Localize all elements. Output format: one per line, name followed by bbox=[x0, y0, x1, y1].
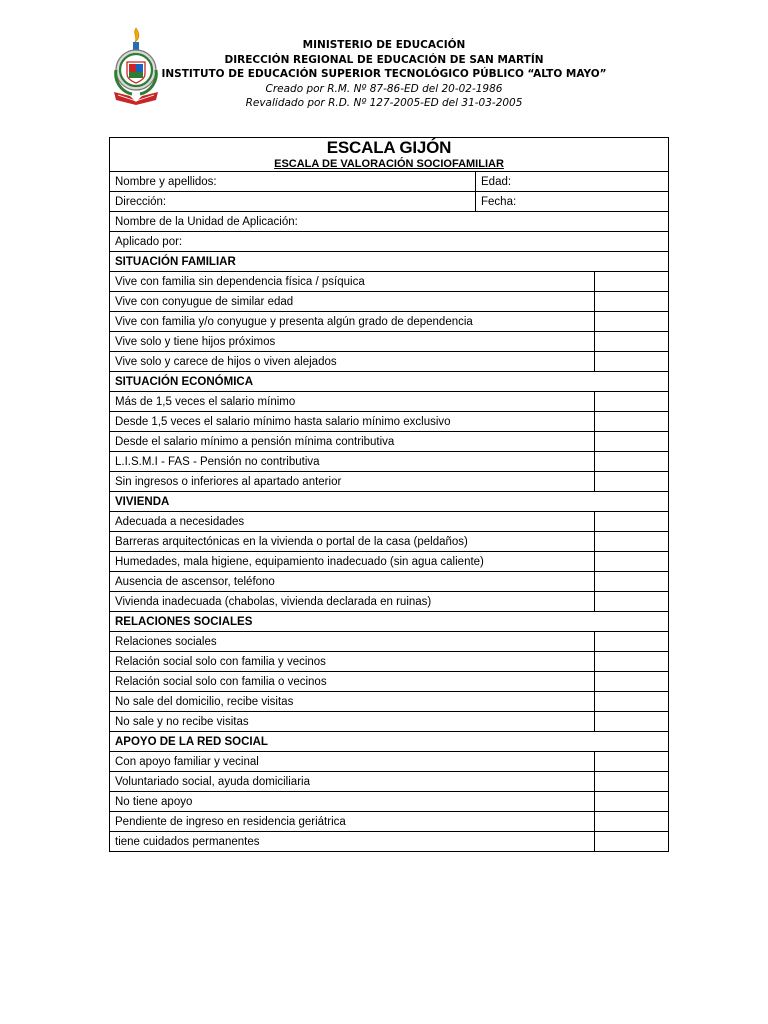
score-cell[interactable] bbox=[595, 312, 669, 332]
item-row bbox=[110, 672, 669, 692]
item-row bbox=[110, 692, 669, 712]
item-row bbox=[110, 772, 669, 792]
item-label: tiene cuidados permanentes bbox=[110, 832, 595, 852]
item-label: Vive con familia y/o conyugue y presenta algún grado de dependencia bbox=[110, 312, 595, 332]
item-row bbox=[110, 752, 669, 772]
score-cell[interactable] bbox=[595, 812, 669, 832]
applied-by-field[interactable]: Aplicado por: bbox=[110, 232, 669, 252]
score-cell[interactable] bbox=[595, 412, 669, 432]
score-cell[interactable] bbox=[595, 392, 669, 412]
item-label: No tiene apoyo bbox=[110, 792, 595, 812]
item-row bbox=[110, 532, 669, 552]
item-row bbox=[110, 832, 669, 852]
score-cell[interactable] bbox=[595, 452, 669, 472]
item-row bbox=[110, 392, 669, 412]
section-header: VIVIENDA bbox=[110, 492, 669, 512]
item-label: No sale y no recibe visitas bbox=[110, 712, 595, 732]
score-cell[interactable] bbox=[595, 532, 669, 552]
date-field[interactable]: Fecha: bbox=[476, 192, 669, 212]
score-cell[interactable] bbox=[595, 632, 669, 652]
form-title-block bbox=[110, 138, 669, 172]
item-row bbox=[110, 572, 669, 592]
score-cell[interactable] bbox=[595, 472, 669, 492]
item-row bbox=[110, 472, 669, 492]
item-row bbox=[110, 712, 669, 732]
item-row bbox=[110, 312, 669, 332]
score-cell[interactable] bbox=[595, 272, 669, 292]
item-label: Desde 1,5 veces el salario mínimo hasta salario mínimo exclusivo bbox=[110, 412, 595, 432]
item-label: Adecuada a necesidades bbox=[110, 512, 595, 532]
item-row bbox=[110, 552, 669, 572]
item-label: Barreras arquitectónicas en la vivienda o portal de la casa (peldaños) bbox=[110, 532, 595, 552]
score-cell[interactable] bbox=[595, 692, 669, 712]
regional-direction: DIRECCIÓN REGIONAL DE EDUCACIÓN DE SAN MARTÍN bbox=[224, 53, 544, 66]
item-row bbox=[110, 452, 669, 472]
score-cell[interactable] bbox=[595, 292, 669, 312]
item-row bbox=[110, 412, 669, 432]
section-header: RELACIONES SOCIALES bbox=[110, 612, 669, 632]
score-cell[interactable] bbox=[595, 752, 669, 772]
score-cell[interactable] bbox=[595, 432, 669, 452]
item-row bbox=[110, 332, 669, 352]
item-label: Desde el salario mínimo a pensión mínima contributiva bbox=[110, 432, 595, 452]
gijon-scale-form bbox=[109, 137, 669, 852]
item-label: Relación social solo con familia o vecinos bbox=[110, 672, 595, 692]
score-cell[interactable] bbox=[595, 332, 669, 352]
item-label: Voluntariado social, ayuda domiciliaria bbox=[110, 772, 595, 792]
form-title: ESCALA GIJÓN bbox=[326, 138, 452, 157]
item-label: L.I.S.M.I - FAS - Pensión no contributiva bbox=[110, 452, 595, 472]
item-row bbox=[110, 292, 669, 312]
item-row bbox=[110, 632, 669, 652]
address-field[interactable]: Dirección: bbox=[110, 192, 476, 212]
item-row bbox=[110, 512, 669, 532]
item-row bbox=[110, 812, 669, 832]
score-cell[interactable] bbox=[595, 832, 669, 852]
section-header: SITUACIÓN ECONÓMICA bbox=[110, 372, 669, 392]
item-row bbox=[110, 352, 669, 372]
score-cell[interactable] bbox=[595, 772, 669, 792]
item-row bbox=[110, 432, 669, 452]
item-label: Más de 1,5 veces el salario mínimo bbox=[110, 392, 595, 412]
institute-name: INSTITUTO DE EDUCACIÓN SUPERIOR TECNOLÓGICO PÚBLICO “ALTO MAYO” bbox=[161, 68, 607, 80]
score-cell[interactable] bbox=[595, 512, 669, 532]
score-cell[interactable] bbox=[595, 792, 669, 812]
item-row bbox=[110, 652, 669, 672]
creation-resolution: Creado por R.M. Nº 87-86-ED del 20-02-1986 bbox=[265, 82, 503, 95]
score-cell[interactable] bbox=[595, 672, 669, 692]
item-label: Relación social solo con familia y vecinos bbox=[110, 652, 595, 672]
score-cell[interactable] bbox=[595, 592, 669, 612]
item-label: Sin ingresos o inferiores al apartado anterior bbox=[110, 472, 595, 492]
item-label: Vive con conyugue de similar edad bbox=[110, 292, 595, 312]
item-label: Con apoyo familiar y vecinal bbox=[110, 752, 595, 772]
section-header: APOYO DE LA RED SOCIAL bbox=[110, 732, 669, 752]
item-label: Humedades, mala higiene, equipamiento inadecuado (sin agua caliente) bbox=[110, 552, 595, 572]
item-label: Vivienda inadecuada (chabolas, vivienda declarada en ruinas) bbox=[110, 592, 595, 612]
item-label: No sale del domicilio, recibe visitas bbox=[110, 692, 595, 712]
score-cell[interactable] bbox=[595, 352, 669, 372]
revalidation-resolution: Revalidado por R.D. Nº 127-2005-ED del 31-03-2005 bbox=[245, 97, 523, 109]
item-label: Vive solo y tiene hijos próximos bbox=[110, 332, 595, 352]
item-row bbox=[110, 792, 669, 812]
score-cell[interactable] bbox=[595, 712, 669, 732]
item-row bbox=[110, 592, 669, 612]
unit-field[interactable]: Nombre de la Unidad de Aplicación: bbox=[110, 212, 669, 232]
age-field[interactable]: Edad: bbox=[476, 172, 669, 192]
document-header bbox=[0, 38, 768, 111]
item-label: Pendiente de ingreso en residencia geriátrica bbox=[110, 812, 595, 832]
ministry-name: MINISTERIO DE EDUCACIÓN bbox=[302, 39, 466, 51]
item-label: Vive solo y carece de hijos o viven alejados bbox=[110, 352, 595, 372]
name-field[interactable]: Nombre y apellidos: bbox=[110, 172, 476, 192]
item-label: Ausencia de ascensor, teléfono bbox=[110, 572, 595, 592]
item-label: Relaciones sociales bbox=[110, 632, 595, 652]
section-header: SITUACIÓN FAMILIAR bbox=[110, 252, 669, 272]
score-cell[interactable] bbox=[595, 552, 669, 572]
score-cell[interactable] bbox=[595, 652, 669, 672]
item-label: Vive con familia sin dependencia física / psíquica bbox=[110, 272, 595, 292]
form-subtitle: ESCALA DE VALORACIÓN SOCIOFAMILIAR bbox=[274, 158, 504, 170]
item-row bbox=[110, 272, 669, 292]
score-cell[interactable] bbox=[595, 572, 669, 592]
